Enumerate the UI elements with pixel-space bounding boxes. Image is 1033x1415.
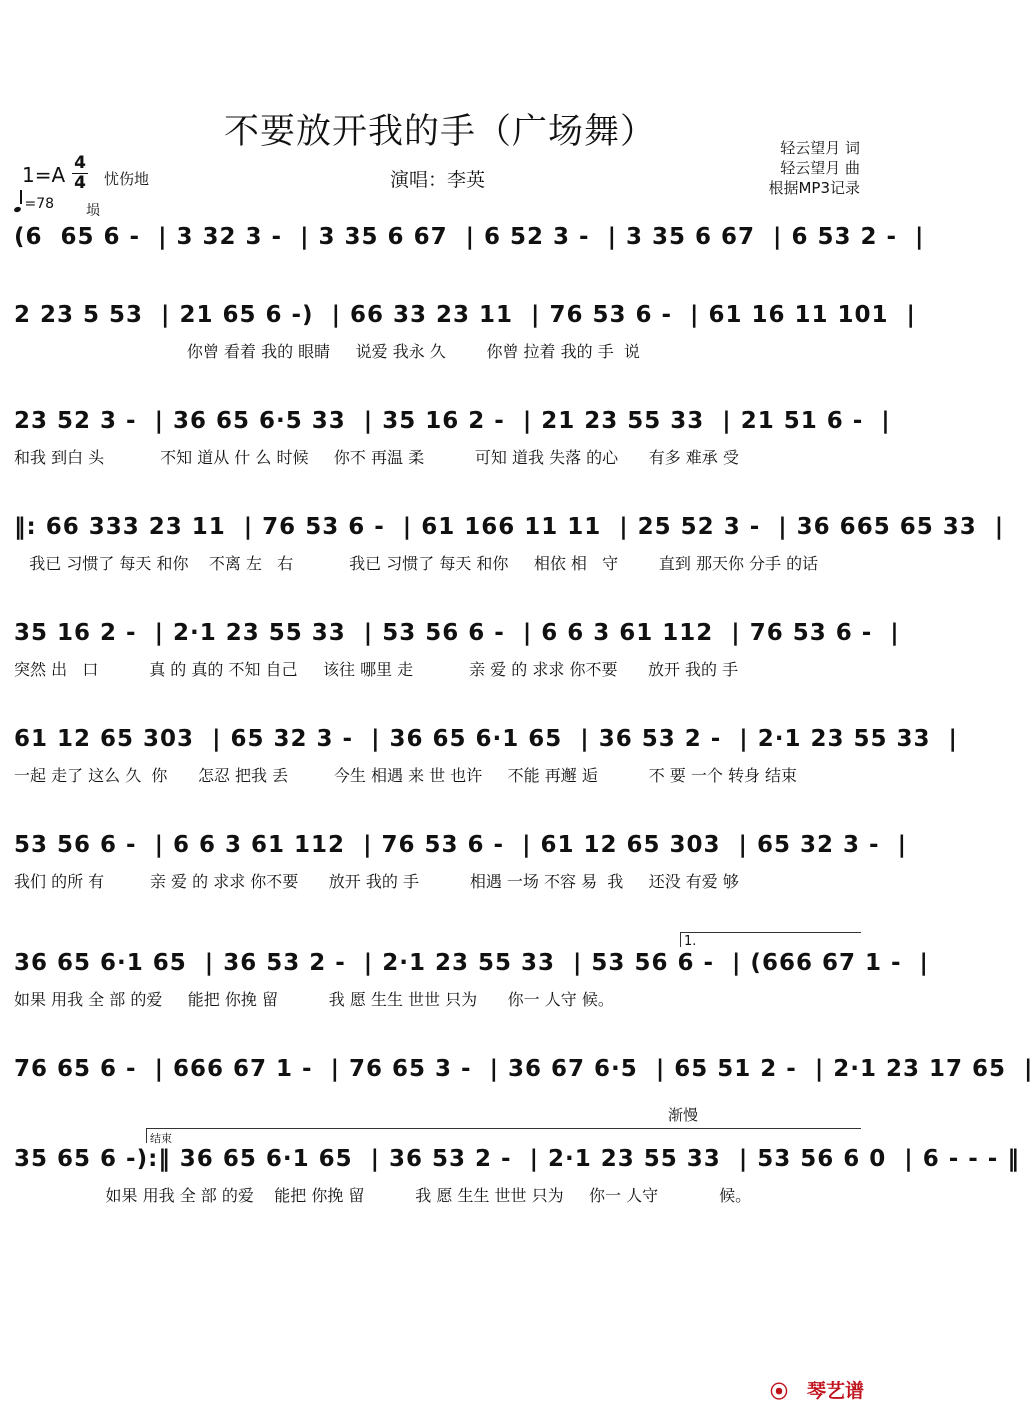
credits xyxy=(768,138,860,198)
lyrics-row-5: 突然 出 口 真 的 真的 不知 自己 该往 哪里 走 亲 爱 的 求求 你不要 放开 我的 手 xyxy=(14,660,739,679)
time-bottom: 4 xyxy=(74,173,86,193)
time-top: 4 xyxy=(74,153,86,173)
ending-label: 结束 xyxy=(150,1132,172,1145)
lyrics-row-6: 一起 走了 这么 久 你 怎忍 把我 丢 今生 相遇 来 世 也许 不能 再邂 逅 不 要 一个 转身 结束 xyxy=(14,766,798,785)
lyrics-row-10: 如果 用我 全 部 的爱 能把 你挽 留 我 愿 生生 世世 只为 你一 人守 候。 xyxy=(14,1186,752,1205)
lyrics-row-8: 如果 用我 全 部 的爱 能把 你挽 留 我 愿 生生 世世 只为 你一 人守 候。 xyxy=(14,990,614,1009)
slowing-marking: 渐慢 xyxy=(668,1106,699,1124)
lyrics-row-7: 我们 的所 有 亲 爱 的 求求 你不要 放开 我的 手 相遇 一场 不容 易 我 还没 有爱 够 xyxy=(14,872,739,891)
tempo-value: =78 xyxy=(24,196,55,212)
note-stem-icon xyxy=(20,190,22,204)
notes-row-3: 23 52 3 - | 36 65 6·5 33 | 35 16 2 - | 21 23 55 33 | 21 51 6 - | xyxy=(14,408,891,434)
volta-1-label: 1. xyxy=(684,934,697,949)
notes-row-10: 35 65 6 -):‖ 36 65 6·1 65 | 36 53 2 - | 2·1 23 55 33 | 53 56 6 0 | 6 - - - ‖ xyxy=(14,1146,1020,1172)
notes-row-4: ‖: 66 333 23 11 | 76 53 6 - | 61 166 11 11 | 25 52 3 - | 36 665 65 33 | xyxy=(14,514,1005,540)
staff-row-7 xyxy=(14,830,907,860)
tempo-marking xyxy=(14,194,54,212)
staff-row-5 xyxy=(14,618,900,648)
singer: 演唱：李英 xyxy=(390,169,486,191)
staff-row-4 xyxy=(14,512,1005,542)
notes-row-7: 53 56 6 - | 6 6 3 61 112 | 76 53 6 - | 61 12 65 303 | 65 32 3 - | xyxy=(14,832,907,858)
notes-row-1: (6 65 6 - | 3 32 3 - | 3 35 6 67 | 6 52 3 - | 3 35 6 67 | 6 53 2 - | xyxy=(14,224,925,250)
logo-icon: ⦿ xyxy=(770,1382,788,1403)
staff-row-8 xyxy=(14,948,929,978)
staff-row-10 xyxy=(14,1144,1020,1174)
lyricist: 轻云望月 词 xyxy=(780,139,860,157)
key-signature: 1=A xyxy=(22,163,66,187)
source-note: 根据MP3记录 xyxy=(768,179,860,197)
notes-row-9: 76 65 6 - | 666 67 1 - | 76 65 3 - | 36 67 6·5 | 65 51 2 - | 2·1 23 17 65 | xyxy=(14,1056,1033,1082)
instrument: 埙 xyxy=(86,203,100,219)
volta-bracket-1 xyxy=(680,932,861,947)
staff-row-6 xyxy=(14,724,958,754)
staff-row-2 xyxy=(14,300,916,330)
composer: 轻云望月 曲 xyxy=(780,159,860,177)
lyrics-row-3: 和我 到白 头 不知 道从 什 么 时候 你不 再温 柔 可知 道我 失落 的心 有多 难承 受 xyxy=(14,448,739,467)
lyrics-row-4: 我已 习惯了 每天 和你 不离 左 右 我已 习惯了 每天 和你 相依 相 守 直到 那天你 分手 的话 xyxy=(14,554,819,573)
staff-row-9 xyxy=(14,1054,1033,1084)
staff-row-1 xyxy=(14,222,925,252)
time-signature xyxy=(72,155,88,192)
notes-row-5: 35 16 2 - | 2·1 23 55 33 | 53 56 6 - | 6 6 3 61 112 | 76 53 6 - | xyxy=(14,620,900,646)
staff-row-3 xyxy=(14,406,891,436)
site-logo: 琴艺谱 xyxy=(806,1380,864,1402)
notes-row-8: 36 65 6·1 65 | 36 53 2 - | 2·1 23 55 33 | 53 56 6 - | (666 67 1 - | xyxy=(14,950,929,976)
ending-bracket xyxy=(146,1128,861,1143)
quarter-note-icon xyxy=(13,206,21,213)
mood-marking: 忧伤地 xyxy=(104,170,150,188)
notes-row-6: 61 12 65 303 | 65 32 3 - | 36 65 6·1 65 | 36 53 2 - | 2·1 23 55 33 | xyxy=(14,726,958,752)
song-title: 不要放开我的手（广场舞） xyxy=(223,112,656,152)
notes-row-2: 2 23 5 53 | 21 65 6 -) | 66 33 23 11 | 76 53 6 - | 61 16 11 101 | xyxy=(14,302,916,328)
lyrics-row-2: 你曾 看着 我的 眼睛 说爱 我永 久 你曾 拉着 我的 手 说 xyxy=(14,342,640,361)
